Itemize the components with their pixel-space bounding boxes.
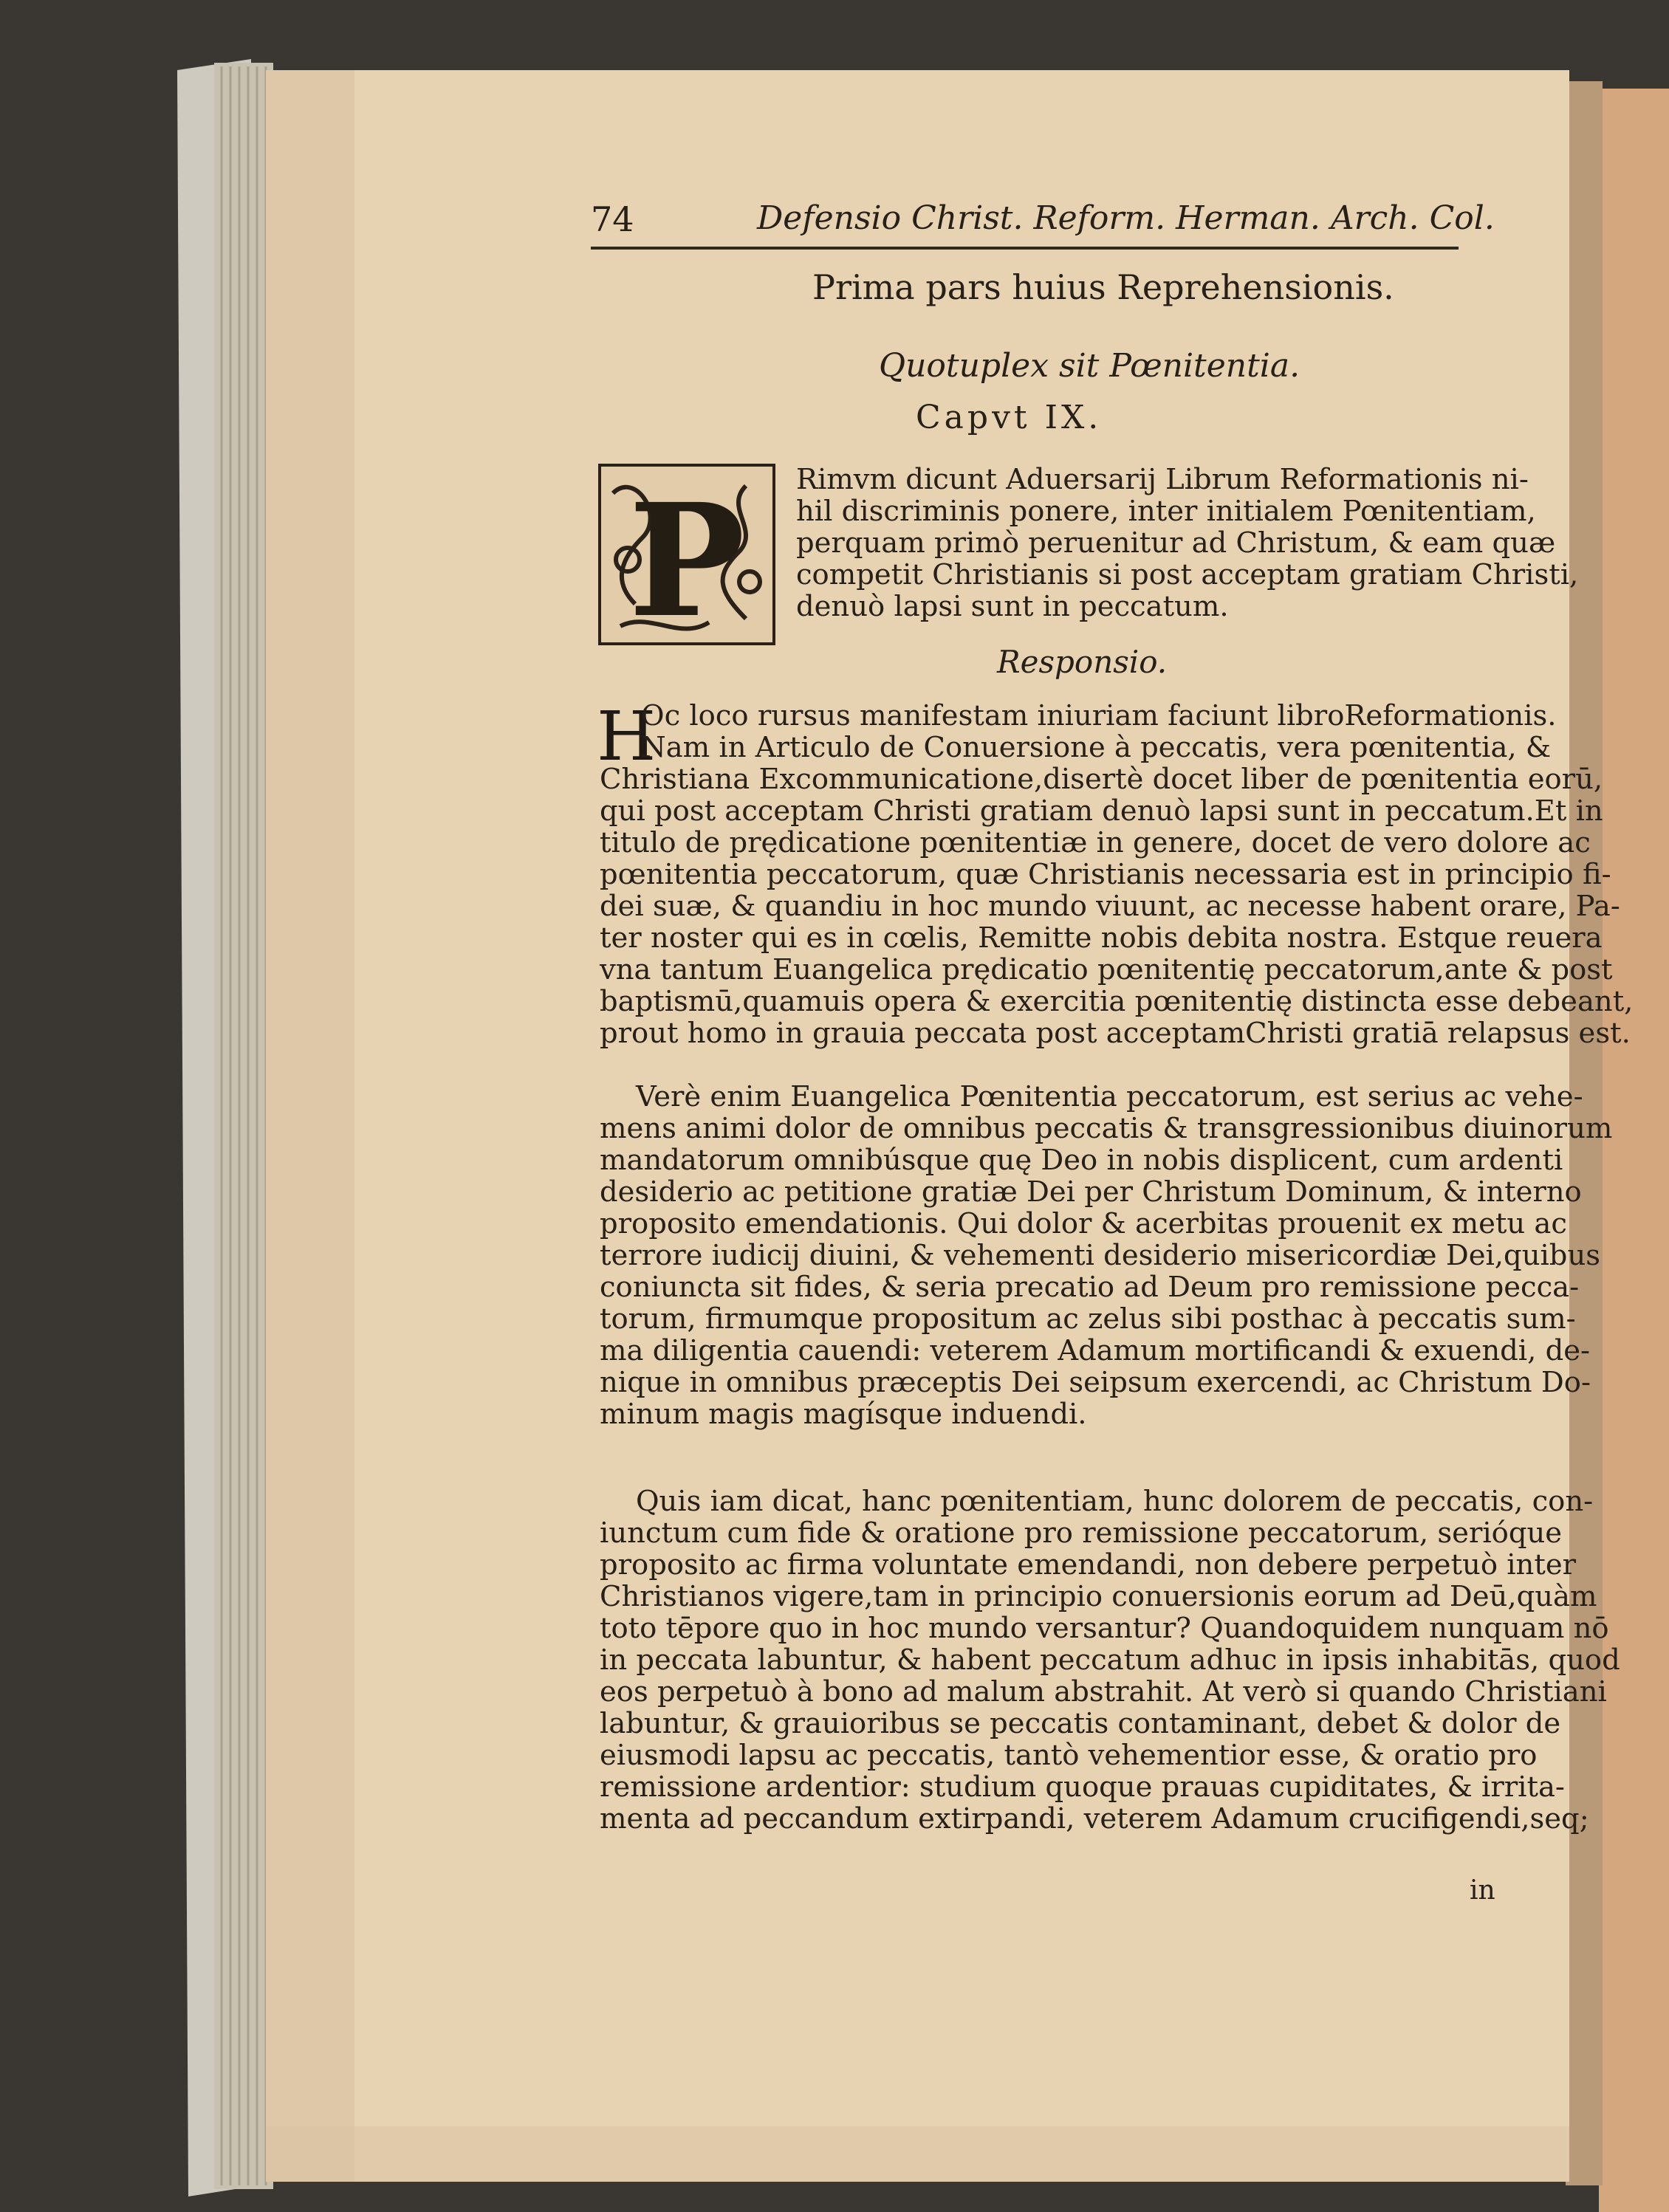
text-line: Rimvm dicunt Aduersarij Librum Reformationis ni- <box>796 463 1529 496</box>
running-header <box>591 199 1495 241</box>
text-line: dei suæ, & quandiu in hoc mundo viuunt, ac necesse habent orare, Pa- <box>600 890 1620 923</box>
text-line: Oc loco rursus manifestam iniuriam faciunt libroReformationis. <box>641 699 1557 732</box>
text-line: eos perpetuò à bono ad malum abstrahit. At verò si quando Christiani <box>600 1675 1607 1708</box>
text-line: vna tantum Euangelica prędicatio pœnitentię peccatorum,ante & post <box>600 953 1613 986</box>
text-line: Nam in Articulo de Conuersione à peccatis, vera pœnitentia, & <box>641 731 1552 764</box>
text-line: Verè enim Euangelica Pœnitentia peccatorum, est serius ac vehe- <box>600 1080 1583 1113</box>
page-shading-left <box>266 70 354 2182</box>
responsio-heading: Responsio. <box>997 644 1168 680</box>
page-edge-stack <box>214 63 273 2189</box>
text-line: eiusmodi lapsu ac peccatis, tantò vehementior esse, & oratio pro <box>600 1739 1538 1772</box>
initial-letter: P <box>628 470 745 645</box>
text-line: qui post acceptam Christi gratiam denuò lapsi sunt in peccatum.Et in <box>600 794 1603 828</box>
text-line: desiderio ac petitione gratiæ Dei per Christum Dominum, & interno <box>600 1175 1582 1209</box>
header-rule <box>591 247 1459 250</box>
text-line: baptismū,quamuis opera & exercitia pœnitentię distincta esse debeant, <box>600 985 1634 1018</box>
page-shading-bottom <box>266 2126 1569 2182</box>
text-line: competit Christianis si post acceptam gratiam Christi, <box>796 558 1579 591</box>
text-line: Christianos vigere,tam in principio conuersionis eorum ad Deū,quàm <box>600 1580 1597 1613</box>
text-line: titulo de prędicatione pœnitentiæ in genere, docet de vero dolore ac <box>600 826 1591 859</box>
catchword: in <box>1470 1875 1495 1906</box>
text-line: ter noster qui es in cœlis, Remitte nobis debita nostra. Estque reuera <box>600 921 1603 955</box>
paragraph-1 <box>600 763 1633 1049</box>
text-line: in peccata labuntur, & habent peccatum adhuc in ipsis inhabitās, quod <box>600 1643 1620 1677</box>
ornamental-initial-p <box>598 464 775 645</box>
text-line: menta ad peccandum extirpandi, veterem Adamum crucifigendi,seq; <box>600 1802 1589 1835</box>
text-line: labuntur, & grauioribus se peccatis contaminant, debet & dolor de <box>600 1707 1561 1740</box>
text-line: iunctum cum fide & oratione pro remissione peccatorum, serióque <box>600 1517 1563 1550</box>
text-line: prout homo in grauia peccata post acceptamChristi gratiā relapsus est. <box>600 1017 1631 1050</box>
text-line: ma diligentia cauendi: veterem Adamum mortificandi & exuendi, de- <box>600 1334 1591 1367</box>
text-line: pœnitentia peccatorum, quæ Christianis necessaria est in principio fi- <box>600 858 1611 891</box>
text-line: nique in omnibus præceptis Dei seipsum exercendi, ac Christum Do- <box>600 1366 1591 1399</box>
initial-h: H <box>597 697 657 776</box>
text-line: torum, firmumque propositum ac zelus sibi posthac à peccatis sum- <box>600 1302 1576 1336</box>
text-line: mandatorum omnibúsque quę Deo in nobis displicent, cum ardenti <box>600 1144 1563 1177</box>
part-heading: Prima pars huius Reprehensionis. <box>812 267 1394 307</box>
paragraph-1-start <box>641 700 1557 763</box>
text-line: perquam primò peruenitur ad Christum, & eam quæ <box>796 526 1556 560</box>
question-heading: Quotuplex sit Pœnitentia. <box>879 347 1300 385</box>
text-line: terrore iudicij diuini, & vehementi desiderio misericordiæ Dei,quibus <box>600 1239 1601 1272</box>
chapter-heading: Capvt IX. <box>916 399 1103 436</box>
text-line: Quis iam dicat, hanc pœnitentiam, hunc dolorem de peccatis, con- <box>600 1485 1594 1518</box>
page-number: 74 <box>591 199 634 239</box>
text-line: minum magis magísque induendi. <box>600 1398 1087 1431</box>
text-line: remissione ardentior: studium quoque prauas cupiditates, & irrita- <box>600 1770 1565 1804</box>
text-line: Christiana Excommunicatione,disertè docet liber de pœnitentia eorū, <box>600 763 1603 796</box>
text-line: proposito ac firma voluntate emendandi, non debere perpetuò inter <box>600 1548 1577 1581</box>
text-line: mens animi dolor de omnibus peccatis & transgressionibus diuinorum <box>600 1112 1613 1145</box>
paragraph-3 <box>600 1485 1620 1835</box>
paragraph-2 <box>600 1081 1612 1430</box>
text-line: coniuncta sit fides, & seria precatio ad Deum pro remissione pecca- <box>600 1271 1580 1304</box>
text-line: toto tēpore quo in hoc mundo versantur? Quandoquidem nunquam nō <box>600 1612 1609 1645</box>
text-line: denuò lapsi sunt in peccatum. <box>796 590 1229 623</box>
text-line: proposito emendationis. Qui dolor & acerbitas prouenit ex metu ac <box>600 1207 1567 1240</box>
text-line: hil discriminis ponere, inter initialem Pœnitentiam, <box>796 495 1536 528</box>
intro-paragraph <box>796 464 1578 622</box>
running-title: Defensio Christ. Reform. Herman. Arch. Col. <box>757 199 1495 237</box>
